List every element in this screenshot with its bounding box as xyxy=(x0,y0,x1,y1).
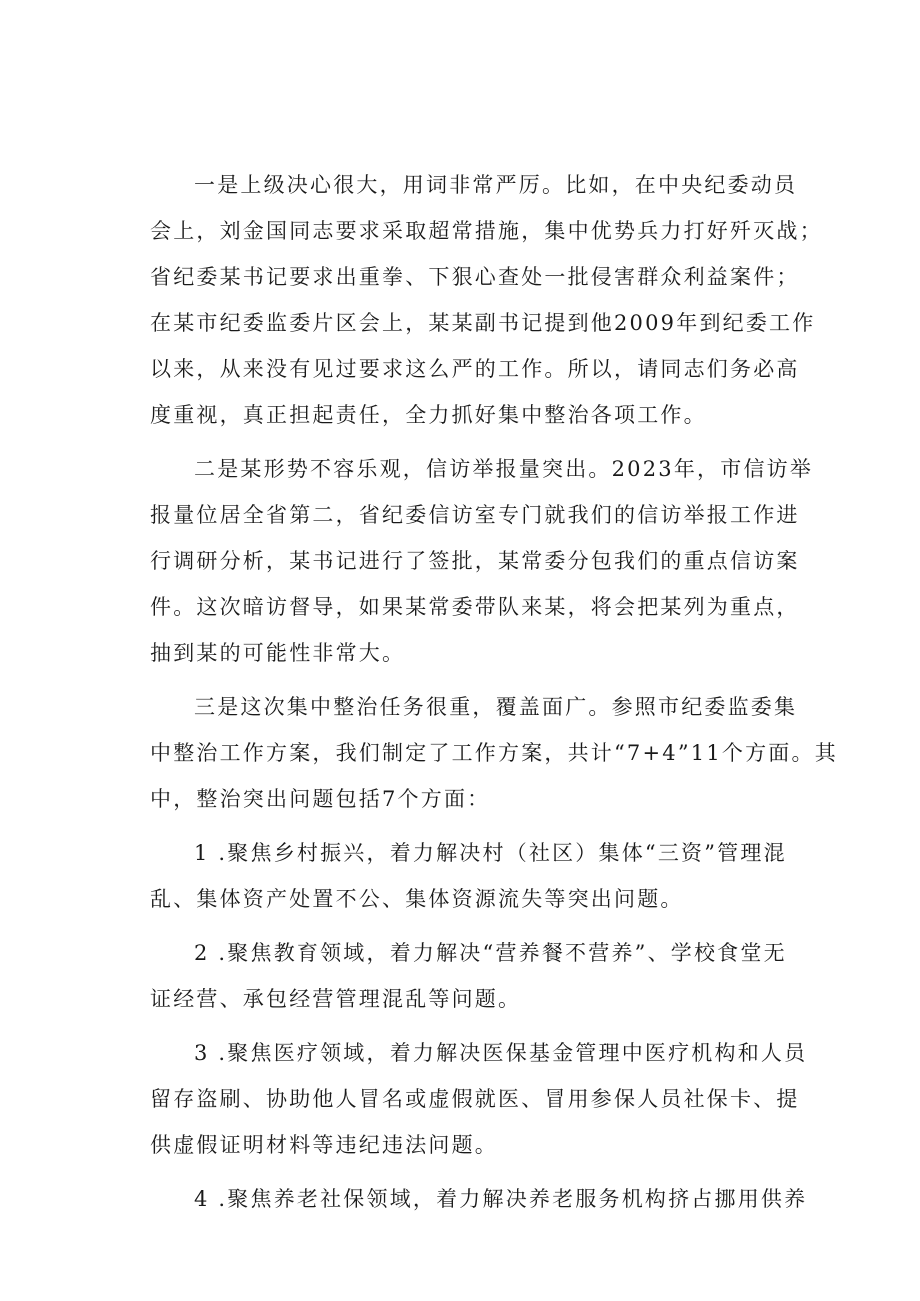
text-line: 在某市纪委监委片区会上，某某副书记提到他2009年到纪委工作 xyxy=(150,311,816,335)
text-line: 件。这次暗访督导，如果某常委带队来某，将会把某列为重点， xyxy=(150,595,800,619)
list-item-3 xyxy=(150,1030,808,1168)
text-line: 行调研分析，某书记进行了签批，某常委分包我们的重点信访案 xyxy=(150,549,800,573)
text-line: 三是这次集中整治任务很重，覆盖面广。参照市纪委监委集 xyxy=(194,695,798,719)
text-line: 以来，从来没有见过要求这么严的工作。所以，请同志们务必高 xyxy=(150,357,800,381)
text-line: 一是上级决心很大，用词非常严厉。比如，在中央纪委动员 xyxy=(194,173,798,197)
text-line: 中，整治突出问题包括7个方面： xyxy=(150,787,491,811)
paragraph-3 xyxy=(150,684,838,822)
paragraph-1 xyxy=(150,162,823,438)
text-line: 2 .聚焦教育领域，着力解决“营养餐不营养”、学校食堂无 xyxy=(194,941,787,965)
list-item-2 xyxy=(150,930,800,1022)
text-line: 证经营、承包经营管理混乱等问题。 xyxy=(150,987,522,1011)
list-item-1 xyxy=(150,830,800,922)
text-line: 度重视，真正担起责任，全力抓好集中整治各项工作。 xyxy=(150,403,707,427)
text-line: 供虚假证明材料等违纪违法问题。 xyxy=(150,1133,498,1157)
text-line: 会上，刘金国同志要求采取超常措施，集中优势兵力打好歼灭战； xyxy=(150,219,823,243)
text-line: 1 .聚焦乡村振兴，着力解决村（社区）集体“三资”管理混 xyxy=(194,841,787,865)
text-line: 抽到某的可能性非常大。 xyxy=(150,641,406,665)
list-item-4 xyxy=(150,1176,808,1222)
text-line: 二是某形势不容乐观，信访举报量突出。2023年，市信访举 xyxy=(194,457,814,481)
document-body xyxy=(150,162,838,1222)
text-line: 留存盗刷、协助他人冒名或虚假就医、冒用参保人员社保卡、提 xyxy=(150,1087,800,1111)
text-line: 乱、集体资产处置不公、集体资源流失等突出问题。 xyxy=(150,887,684,911)
text-line: 3 .聚焦医疗领域，着力解决医保基金管理中医疗机构和人员 xyxy=(194,1041,808,1065)
text-line: 中整治工作方案，我们制定了工作方案，共计“7+4”11个方面。其 xyxy=(150,741,838,765)
text-line: 报量位居全省第二，省纪委信访室专门就我们的信访举报工作进 xyxy=(150,503,800,527)
text-line: 4 .聚焦养老社保领域，着力解决养老服务机构挤占挪用供养 xyxy=(194,1187,808,1211)
paragraph-2 xyxy=(150,446,814,676)
text-line: 省纪委某书记要求出重拳、下狠心查处一批侵害群众利益案件； xyxy=(150,265,800,289)
